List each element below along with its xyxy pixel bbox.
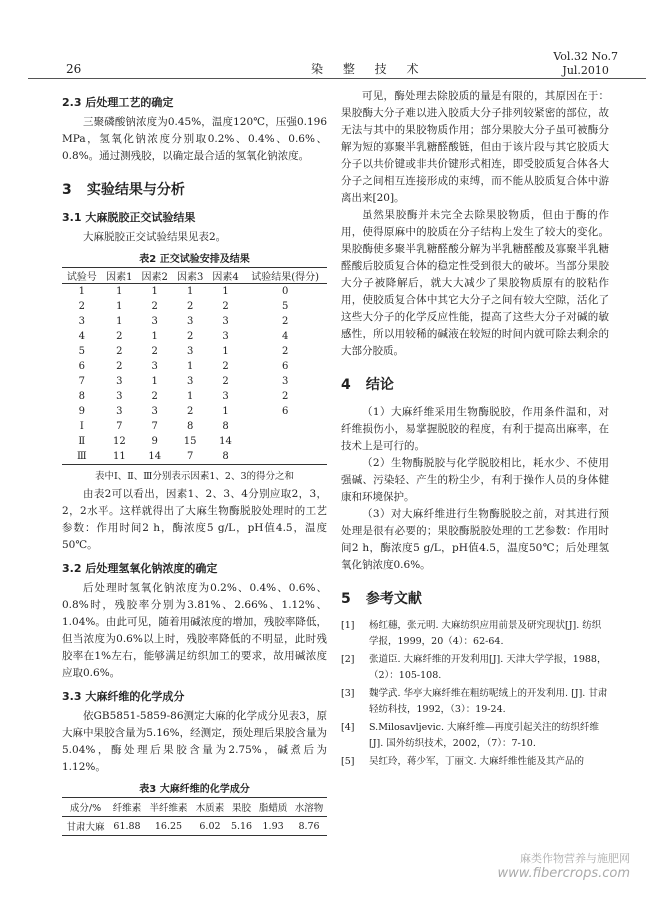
table-cell: 7 [116,421,123,432]
table-header-cell: 果胶 [232,803,252,814]
table-cell: 1 [116,316,123,327]
table-cell: 2 [78,301,85,312]
conclusion-3: （3）对大麻纤维进行生物酶脱胶之前，对其进行预处理是很有必要的；果胶酶脱胶处理的工艺参数：作用时间2 h，酶浓度5 g/L，pH值4.5，温度50℃；后处理氢氧化钠浓度0.6%。 [341,508,609,571]
section-3-3-title: 3.3 大麻纤维的化学成分 [62,690,185,703]
table-cell: 11 [112,451,126,462]
section-4-title: 结论 [365,377,394,393]
table-cell: 3 [116,406,123,417]
table-row [62,404,327,419]
table-cell: 15 [183,436,197,447]
table-cell: 3 [151,361,158,372]
table-cell: 1 [222,286,229,297]
section-4-number: 4 [341,377,351,393]
reference-text: S.Milosavljevic. 大麻纤维—再度引起关注的纺织纤维[J]. 国外纺织技术，2002，（7）：7-10. [369,722,599,749]
section-3-1-paragraph: 由表2可以看出，因素1、2、3、4分别应取2，3，2，2水平。这样就得出了大麻生物酶脱胶处理时的工艺参数：作用时间2 h，酶浓度5 g/L，pH值4.5，温度50℃。 [62,488,327,551]
table-cell: 8 [222,421,229,432]
section-3-2-title: 3.2 后处理氢氧化钠浓度的确定 [62,562,218,575]
section-5-title: 参考文献 [365,591,422,607]
table-cell: 9 [78,406,85,417]
section-3-2-paragraph: 后处理时氢氧化钠浓度为0.2%、0.4%、0.6%、0.8%时，残胶率分别为3.81%、2.66%、1.12%、1.04%。由此可见，随着用碱浓度的增加，残胶率降低，但当浓度为0.6%以上时，残胶率降低的不明显，此时残胶率在1%左右，能够满足纺织加工的要求，故用碱浓度应取0.6%。 [62,582,327,679]
table-cell: 2 [116,331,123,342]
table-row [62,817,327,836]
table-row [62,419,327,434]
section-2-3-title: 2.3 后处理工艺的确定 [62,96,174,109]
table-row [62,284,327,300]
table-cell: 1 [186,391,194,402]
reference-number: [1] [341,620,355,631]
table-cell: 1 [222,346,229,357]
watermark [497,850,630,881]
table-cell: 8 [78,391,85,402]
table-header-cell: 纤维素 [112,803,142,814]
table-header-cell: 水溶物 [294,803,324,814]
table-cell: 1 [151,376,158,387]
table-cell: 14 [148,451,162,462]
table-cell: 3 [151,406,158,417]
reference-text: 杨红穗，张元明. 大麻纺织应用前景及研究现状[J]. 纺织学报，1999，20（4）：62-64. [369,620,602,647]
table-header-cell: 试验结果(得分) [251,272,320,283]
table-3-header-row [62,798,327,817]
table-cell: 61.88 [113,820,141,832]
table-cell: Ⅰ [79,421,84,432]
table-cell: 0 [281,286,289,297]
table-2-body [62,284,327,465]
table-header-cell: 因素2 [141,272,168,283]
table-header-cell: 成分/% [69,803,102,814]
table-cell: 2 [222,376,229,387]
table-cell: 1 [116,286,123,297]
table-3-caption: 表3 大麻纤维的化学成分 [139,784,250,795]
discussion-paragraph-2: 虽然果胶酶并未完全去除果胶物质，但由于酶的作用，使得原麻中的胶质在分子结构上发生了较大的变化。果胶酶使多聚半乳糖醛酸分解为半乳糖醛酸及寡聚半乳糖醛酸后胶质复合体的稳定性受到很大的破坏。当部分果胶大分子被降解后，就大大减少了果胶物质原有的胶粘作用，使胶质复合体中其它大分子之间有较大空隙，活化了这些大分子的化学反应性能，提高了这些大分子对碱的敏感性，所以用较稀的碱液在较短的时间内就可除去剩余的大部分胶质。 [341,209,609,357]
table-cell: 6 [78,361,85,372]
table-cell: 6 [281,406,289,417]
table-header-cell: 试验号 [66,272,97,283]
table-cell: 1 [151,331,158,342]
table-row [62,374,327,389]
table-cell: 7 [151,421,158,432]
table-cell: 1 [151,286,158,297]
section-3-1-title: 3.1 大麻脱胶正交试验结果 [62,211,196,224]
table-cell: 1 [186,286,194,297]
table-cell: 5.16 [230,820,253,832]
table-2-header-row [62,268,327,284]
section-3-number: 3 [62,182,72,198]
reference-item [341,720,609,752]
table-cell: 2 [222,301,229,312]
table-cell: 6 [281,361,289,372]
table-cell: 1 [78,286,85,297]
section-3-title: 实验结果与分析 [86,182,185,198]
issue-date: Jul.2010 [562,64,609,77]
table-header-cell: 木质素 [195,803,225,814]
reference-item [341,652,609,684]
table-cell: 5 [78,346,85,357]
table-cell: 2 [186,331,194,342]
table-2-caption: 表2 正交试验安排及结果 [139,254,250,265]
reference-number: [3] [341,688,355,699]
reference-item [341,754,609,770]
table-cell [243,434,327,449]
reference-text: 张道臣. 大麻纤维的开发利用[J]. 天津大学学报，1988，（2）：105-108. [369,654,607,681]
table-cell: 2 [116,361,123,372]
table-header-cell: 半纤维素 [149,803,188,814]
table-cell: 1.93 [262,820,284,832]
table-cell: 2 [116,346,123,357]
table-cell: Ⅲ [76,451,87,462]
reference-number: [5] [341,756,355,767]
table-row [62,434,327,449]
section-5-number: 5 [341,591,351,607]
table-cell: 1 [222,406,229,417]
table-cell: 3 [186,316,194,327]
table-row [62,314,327,329]
reference-text: 魏学武. 华亭大麻纤维在粗纺呢绒上的开发利用. [J]. 甘肃轻纺科技，1992，（3）：19-24. [369,688,608,715]
section-3-heading [62,179,327,199]
table-row [62,344,327,359]
table-cell: 3 [186,346,194,357]
table-2-note: 表中Ⅰ、Ⅱ、Ⅲ分别表示因素1、2、3的得分之和 [94,471,294,482]
table-cell: 2 [281,346,289,357]
table-cell: 14 [219,436,232,447]
table-cell: Ⅱ [78,436,86,447]
reference-item [341,618,609,650]
table-header-cell: 因素4 [212,272,239,283]
table-cell [243,449,327,465]
table-cell [243,419,327,434]
table-cell: 6.02 [199,820,221,832]
table-header-cell: 因素3 [176,272,204,283]
table-2 [62,267,327,465]
table-cell: 8 [222,451,229,462]
table-cell: 16.25 [154,820,183,832]
reference-number: [2] [341,654,355,665]
watermark-url: www.fibercrops.com [497,866,630,881]
table-cell: 甘肃大麻 [66,822,105,833]
journal-name: 染 整 技 术 [311,62,427,76]
table-cell: 3 [186,376,194,387]
table-cell: 2 [281,391,289,402]
table-row [62,449,327,465]
table-row [62,389,327,404]
section-3-3-paragraph: 依GB5851-5859-86测定大麻的化学成分见表3，原大麻中果胶含量为5.16%，经测定，预处理后果胶含量为5.04%，酶处理后果胶含量为2.75%，碱煮后为1.12%。 [62,710,327,773]
right-column [341,88,609,772]
reference-item [341,686,609,718]
table-cell: 2 [222,361,229,372]
table-cell: 2 [186,406,194,417]
volume-number: Vol.32 No.7 [553,50,618,63]
table-cell: 2 [186,301,194,312]
conclusion-1: （1）大麻纤维采用生物酶脱胶，作用条件温和，对纤维损伤小，易掌握脱胶的程度，有利于提高出麻率，在技术上是可行的。 [341,406,609,452]
table-row [62,359,327,374]
section-2-3-paragraph: 三聚磷酸钠浓度为0.45%，温度120℃，压强0.196 MPa，氢氧化钠浓度分别取0.2%、0.4%、0.6%、0.8%。通过测残胶，以确定最合适的氢氧化钠浓度。 [62,116,327,162]
conclusion-2: （2）生物酶脱胶与化学脱胶相比，耗水少、不使用强碱、污染轻、产生的粉尘少，有利于操作人员的身体健康和环境保护。 [341,457,609,503]
table-cell: 1 [116,301,123,312]
table-cell: 3 [281,376,289,387]
table-cell: 3 [151,316,158,327]
table-cell: 4 [78,331,85,342]
table-cell: 5 [281,301,289,312]
table-cell: 12 [112,436,126,447]
table-cell: 8.76 [298,820,320,832]
table-cell: 2 [281,316,289,327]
section-3-1-intro: 大麻脱胶正交试验结果见表2。 [83,231,227,243]
table-cell: 2 [151,391,158,402]
reference-text: 吴红玲，蒋少军，丁丽文. 大麻纤维性能及其产品的 [369,756,585,767]
table-cell: 9 [151,436,158,447]
table-cell: 8 [186,421,194,432]
section-5-heading [341,588,609,608]
table-cell: 2 [151,301,158,312]
table-header-cell: 脂蜡质 [258,803,288,814]
table-cell: 7 [78,376,85,387]
table-3 [62,797,327,836]
table-cell: 3 [78,316,85,327]
reference-number: [4] [341,722,355,733]
page-number: 26 [66,62,82,76]
table-header-cell: 因素1 [106,272,133,283]
volume-info [553,50,618,78]
table-cell: 7 [186,451,194,462]
table-row [62,329,327,344]
table-cell: 1 [186,361,194,372]
table-cell: 3 [116,376,123,387]
reference-list [341,618,609,770]
page-header [28,50,646,79]
table-cell: 3 [222,391,229,402]
left-column [62,88,327,836]
table-cell: 3 [222,316,229,327]
table-cell: 3 [116,391,123,402]
table-cell: 3 [222,331,229,342]
table-cell: 4 [281,331,289,342]
section-4-heading [341,374,609,394]
discussion-paragraph-1: 可见，酶处理去除胶质的量是有限的，其原因在于：果胶酶大分子难以进入胶质大分子排列较紧密的部位，故无法与其中的果胶物质作用；部分果胶大分子虽可被酶分解为短的寡聚半乳糖醛酸链，但由于该片段与其它胶质大分子以共价键或非共价键形式相连，即受胶质复合体各大分子之间相互连接形成的束缚，而不能从胶质复合体中游离出来[20]。 [341,90,609,204]
watermark-site-name: 麻类作物营养与施肥网 [520,852,630,865]
table-cell: 2 [151,346,158,357]
table-row [62,299,327,314]
